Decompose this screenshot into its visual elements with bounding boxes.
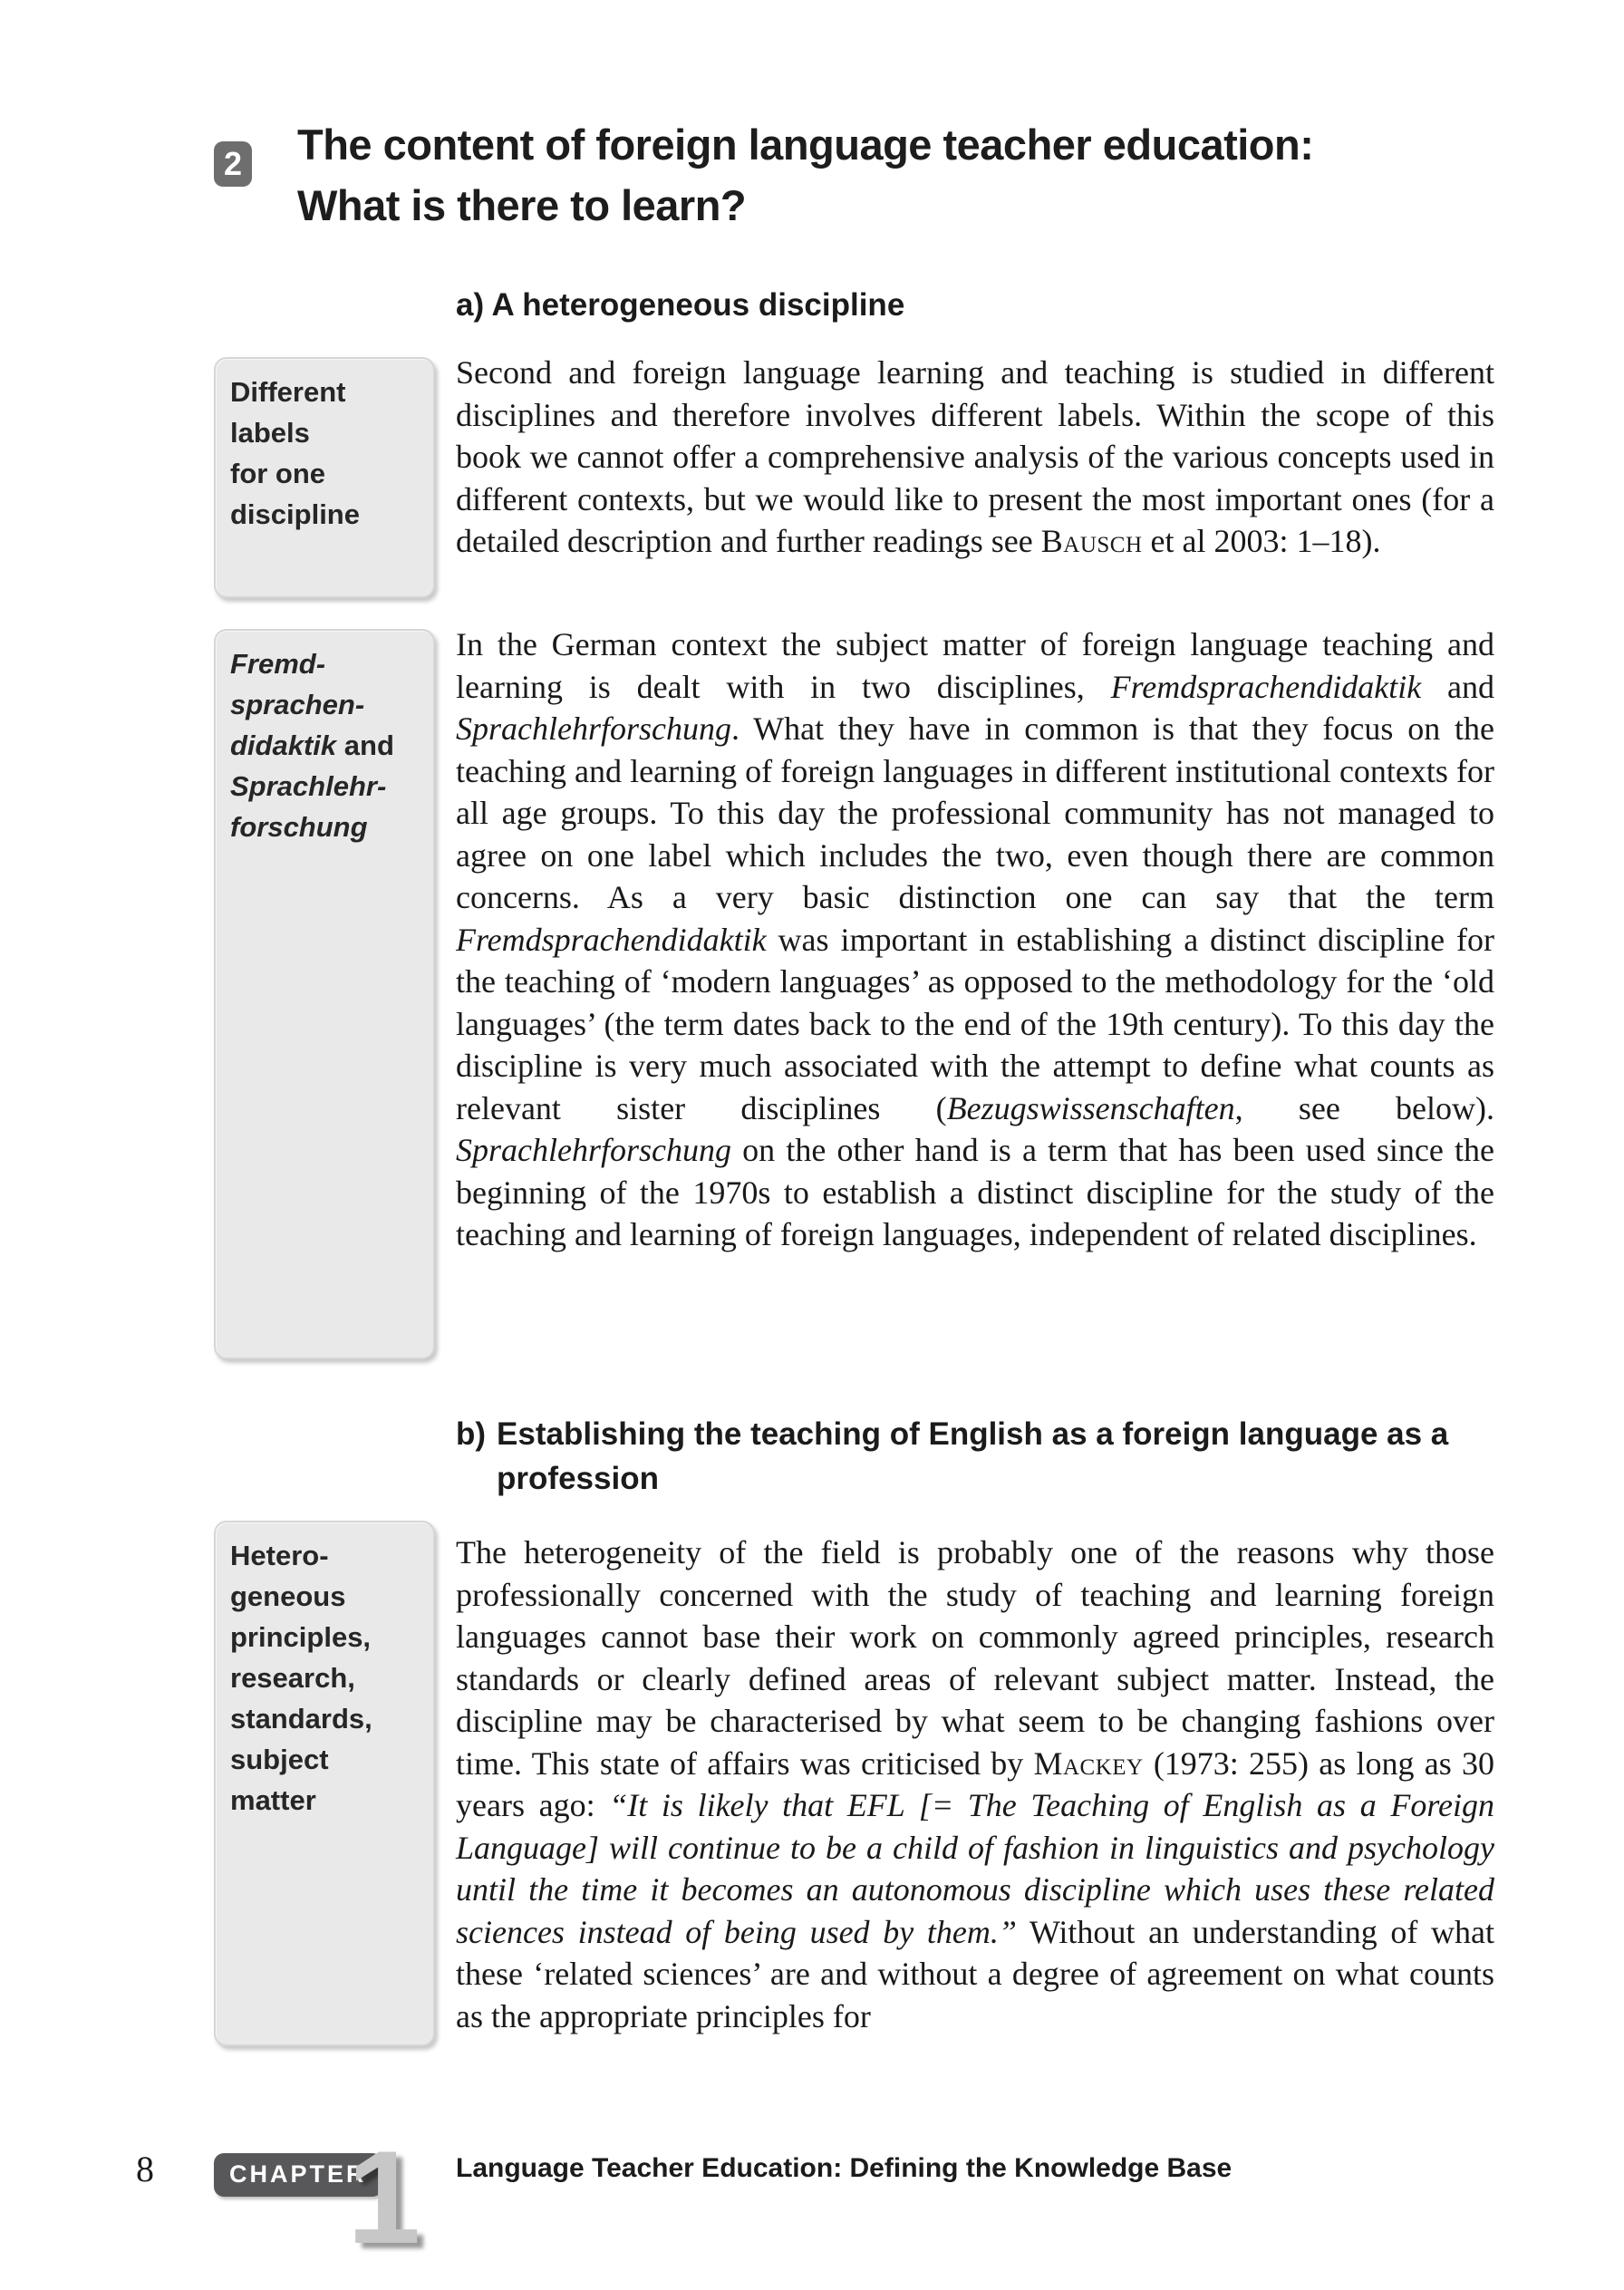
text-segment: Fremd-: [230, 648, 326, 680]
text-segment: sprachen-: [230, 689, 365, 720]
chapter-number-numeral: 1: [347, 2123, 421, 2271]
text-segment: subject: [230, 1744, 329, 1775]
margin-note-heterogeneous-principles: [214, 1521, 435, 2046]
paragraph-3: [456, 1531, 1494, 2037]
text-segment: Without an understanding of what these ‘related sciences’ are and without a degree of agreement on what counts as the appropriate principles for: [456, 1913, 1494, 2034]
chapter-number-badge: 2: [214, 141, 252, 187]
text-segment: Bausch: [1040, 523, 1143, 559]
text-segment: Sprachlehrforschung: [456, 1132, 731, 1168]
section-heading-b-text: Establishing the teaching of English as a foreign language as a profession: [497, 1416, 1449, 1496]
chapter-title-line-2: What is there to learn?: [297, 181, 747, 229]
text-segment: In the German context the subject matter of foreign language teaching and learning is dealt with in two disciplines,: [456, 626, 1494, 705]
text-segment: didaktik: [230, 730, 337, 761]
text-segment: Different: [230, 376, 346, 408]
text-segment: “It is likely that EFL [= The Teaching of English as a Foreign Language] will continue to be a child of fashion in linguistics and psychology until the time it becomes an autonomous discipline which uses these related sciences instead of being used by them.”: [456, 1787, 1495, 1950]
text-segment: Sprachlehr-: [230, 770, 387, 802]
text-segment: Fremdsprachendidaktik: [456, 921, 767, 958]
section-heading-b-prefix: b): [456, 1416, 487, 1452]
text-segment: (1973: 255) as long as 30 years ago:: [456, 1744, 1494, 1823]
text-segment: forschung: [230, 811, 368, 843]
text-segment: . What they have in common is that they focus on the teaching and learning of foreign languages in different institutional contexts for all age groups. To this day the professional community has not managed to agree on one label which includes the two, even though there are common concerns. As a very basic distinction one can say that the term: [456, 710, 1494, 915]
text-segment: principles,: [230, 1621, 372, 1653]
text-segment: Bezugswissenschaften: [946, 1089, 1235, 1126]
chapter-title: [297, 114, 1313, 236]
text-segment: Fremdsprachendidaktik: [1110, 668, 1422, 705]
text-segment: Second and foreign language learning and teaching is studied in different disciplines and therefore involves different labels. Within the scope of this book we cannot offer a comprehensive analysis of the various concepts used in different contexts, but we would like to present the most important ones (for a detailed description and further readings see: [456, 354, 1494, 559]
chapter-label-badge: CHAPTER: [214, 2153, 382, 2197]
text-segment: standards,: [230, 1703, 372, 1734]
text-segment: Mackey: [1033, 1744, 1144, 1782]
text-segment: was important in establishing a distinct discipline for the teaching of ‘modern languages’ as opposed to the methodology for the ‘old languages’ (the term dates back to the end of the 19th century). To this day the discipline is very much associated with the attempt to define what counts as relevant sister disciplines (: [456, 921, 1494, 1126]
text-segment: and: [1421, 668, 1494, 705]
margin-note-different-labels: [214, 357, 435, 598]
text-segment: et al 2003: 1–18).: [1142, 523, 1381, 559]
text-segment: Sprachlehrforschung: [456, 710, 731, 747]
text-segment: on the other hand is a term that has been used since the beginning of the 1970s to establish a distinct discipline for the study of the teaching and learning of foreign languages, independent of related disciplines.: [456, 1132, 1494, 1252]
paragraph-2: [456, 623, 1494, 1256]
page-number: 8: [136, 2149, 154, 2189]
text-segment: geneous: [230, 1580, 346, 1612]
text-segment: labels: [230, 417, 310, 449]
margin-note-fremdsprachendidaktik: [214, 629, 435, 1359]
text-segment: Hetero-: [230, 1540, 329, 1571]
section-heading-b: [456, 1412, 1498, 1501]
section-heading-a: a) A heterogeneous discipline: [456, 287, 905, 323]
chapter-title-line-1: The content of foreign language teacher education:: [297, 121, 1314, 169]
text-segment: , see below).: [1234, 1089, 1495, 1126]
text-segment: research,: [230, 1662, 355, 1694]
text-segment: and: [336, 730, 394, 761]
text-segment: matter: [230, 1784, 316, 1816]
text-segment: for one: [230, 458, 326, 489]
running-title: Language Teacher Education: Defining the Knowledge Base: [456, 2153, 1232, 2183]
paragraph-1: [456, 352, 1494, 563]
text-segment: discipline: [230, 498, 360, 530]
text-segment: The heterogeneity of the field is probably one of the reasons why those professionally concerned with the study of teaching and learning foreign languages cannot base their work on commonly agreed principles, research standards or clearly defined areas of relevant subject matter. Instead, the discipline may be characterised by what seem to be changing fashions over time. This state of affairs was criticised by: [456, 1534, 1494, 1782]
